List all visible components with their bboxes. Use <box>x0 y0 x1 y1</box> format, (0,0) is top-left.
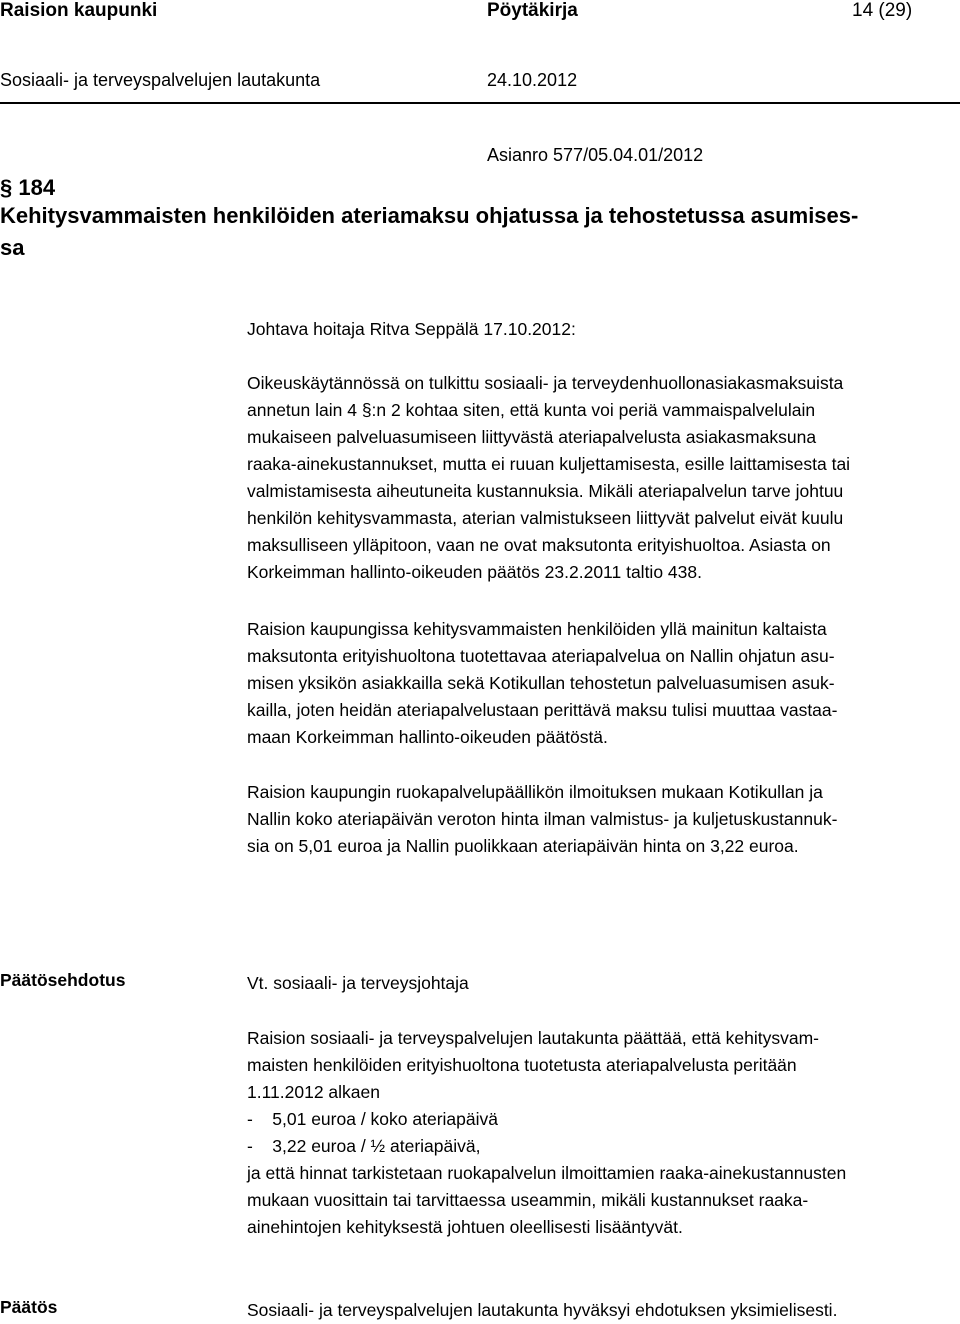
text-line: Raision kaupungin ruokapalvelupäällikön ilmoituksen mukaan Kotikullan ja <box>247 782 823 802</box>
text-line: 1.11.2012 alkaen <box>247 1082 380 1102</box>
decision-text: Sosiaali- ja terveyspalvelujen lautakunta hyväksyi ehdotuksen yksimielisesti. <box>247 1300 838 1320</box>
text-line: ja että hinnat tarkistetaan ruokapalvelun ilmoittamien raaka-ainekustannusten <box>247 1163 847 1183</box>
price-item: - 3,22 euroa / ½ ateriapäivä, <box>247 1136 481 1156</box>
text-line: Nallin koko ateriapäivän veroton hinta ilman valmistus- ja kuljetuskustannuk- <box>247 809 838 829</box>
text-line: raaka-ainekustannukset, mutta ei ruuan kuljettamisesta, esille laittamisesta tai <box>247 454 851 474</box>
text-line: maisten henkilöiden erityishuoltona tuotetusta ateriapalvelusta peritään <box>247 1055 797 1075</box>
text-line: annetun lain 4 §:n 2 kohtaa siten, että kunta voi periä vammaispalvelulain <box>247 400 816 420</box>
paragraph-3 <box>247 779 959 860</box>
text-line: kailla, joten heidän ateriapalvelustaan perittävä maksu tulisi muuttaa vastaa- <box>247 700 838 720</box>
price-item: - 5,01 euroa / koko ateriapäivä <box>247 1109 498 1129</box>
text-line: mukaiseen palveluasumiseen liittyvästä ateriapalvelusta asiakasmaksuna <box>247 427 817 447</box>
text-line: misen yksikön asiakkailla sekä Kotikullan tehostetun palveluasumisen asuk- <box>247 673 835 693</box>
case-title-line-2: sa <box>0 235 25 260</box>
proposal-body <box>247 1025 959 1241</box>
intro-text: Johtava hoitaja Ritva Seppälä 17.10.2012: <box>247 319 576 339</box>
text-line: valmistamisesta aiheutuneita kustannuksia. Mikäli ateriapalvelun tarve johtuu <box>247 481 844 501</box>
header-divider <box>0 102 960 104</box>
proposal-presenter <box>247 970 959 997</box>
text-line: maan Korkeimman hallinto-oikeuden päätöstä. <box>247 727 608 747</box>
preparer-line <box>247 316 959 343</box>
case-title-line-1: Kehitysvammaisten henkilöiden ateriamaksu ohjatussa ja tehostetussa asumises- <box>0 203 859 228</box>
paragraph-1 <box>247 370 959 586</box>
meeting-date: 24.10.2012 <box>487 70 578 90</box>
paragraph-2 <box>247 616 959 751</box>
decision-label: Päätös <box>0 1297 58 1317</box>
city-name: Raision kaupunki <box>0 0 158 21</box>
text-line: Oikeuskäytännössä on tulkittu sosiaali- ja terveydenhuollonasiakasmaksuista <box>247 373 844 393</box>
text-line: Raision kaupungissa kehitysvammaisten henkilöiden yllä mainitun kaltaista <box>247 619 827 639</box>
text-line: henkilön kehitysvammasta, aterian valmistukseen liittyvät palvelut eivät kuulu <box>247 508 844 528</box>
presenter-text: Vt. sosiaali- ja terveysjohtaja <box>247 973 469 993</box>
text-line: maksulliseen ylläpitoon, vaan ne ovat maksutonta erityishuoltoa. Asiasta on <box>247 535 831 555</box>
text-line: ainehintojen kehityksestä johtuen oleellisesti lisääntyvät. <box>247 1217 683 1237</box>
case-number: Asianro 577/05.04.01/2012 <box>487 145 704 165</box>
section-number: § 184 <box>0 175 56 200</box>
text-line: Raision sosiaali- ja terveyspalvelujen lautakunta päättää, että kehitysvam- <box>247 1028 819 1048</box>
text-line: maksutonta erityishuoltona tuotettavaa ateriapalvelua on Nallin ohjatun asu- <box>247 646 835 666</box>
text-line: mukaan vuosittain tai tarvittaessa useammin, mikäli kustannukset raaka- <box>247 1190 809 1210</box>
decision-body <box>247 1297 959 1324</box>
board-name: Sosiaali- ja terveyspalvelujen lautakunta <box>0 70 321 90</box>
proposal-label: Päätösehdotus <box>0 970 126 990</box>
text-line: Korkeimman hallinto-oikeuden päätös 23.2.2011 taltio 438. <box>247 562 702 582</box>
text-line: sia on 5,01 euroa ja Nallin puolikkaan ateriapäivän hinta on 3,22 euroa. <box>247 836 799 856</box>
document-type: Pöytäkirja <box>487 0 578 21</box>
page-number: 14 (29) <box>852 0 913 21</box>
